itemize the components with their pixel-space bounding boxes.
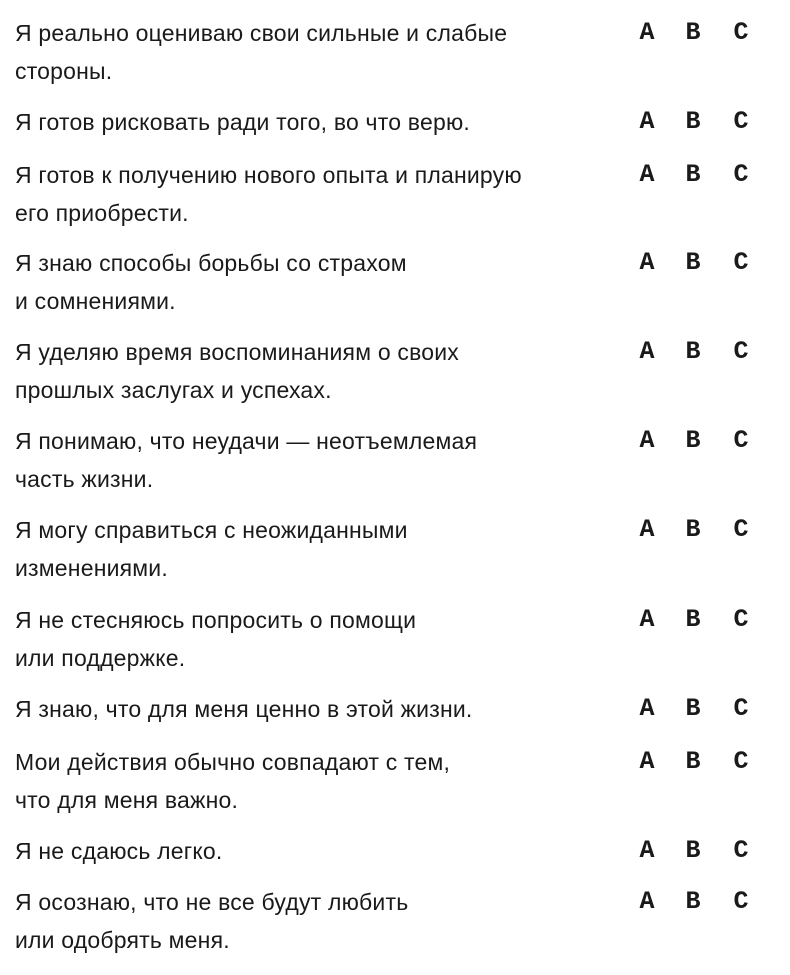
answer-option-c[interactable]: C (733, 747, 749, 776)
answer-option-a[interactable]: A (639, 515, 655, 544)
statement-text (15, 511, 408, 587)
statement-line: и сомнениями. (15, 288, 176, 314)
statement-line: или поддержке. (15, 645, 186, 671)
statement-line: что для меня важно. (15, 787, 239, 813)
answer-option-a[interactable]: A (639, 107, 655, 136)
answer-option-c[interactable]: C (733, 694, 749, 723)
answer-option-a[interactable]: A (639, 747, 655, 776)
answer-option-b[interactable]: B (685, 18, 701, 47)
answer-option-a[interactable]: A (639, 18, 655, 47)
answer-option-b[interactable]: B (685, 887, 701, 916)
answer-option-a[interactable]: A (639, 605, 655, 634)
statement-line: Я реально оцениваю свои сильные и слабые (15, 20, 508, 46)
answer-option-b[interactable]: B (685, 515, 701, 544)
answer-option-b[interactable]: B (685, 605, 701, 634)
statement-text (15, 601, 416, 677)
answer-option-a[interactable]: A (639, 836, 655, 865)
statement-line: Я готов рисковать ради того, во что верю. (15, 109, 470, 135)
statement-line: прошлых заслугах и успехах. (15, 377, 332, 403)
answer-option-c[interactable]: C (733, 248, 749, 277)
answer-option-b[interactable]: B (685, 248, 701, 277)
answer-option-c[interactable]: C (733, 887, 749, 916)
answer-option-b[interactable]: B (685, 836, 701, 865)
answer-option-a[interactable]: A (639, 248, 655, 277)
statement-line: Мои действия обычно совпадают с тем, (15, 749, 451, 775)
answer-option-c[interactable]: C (733, 836, 749, 865)
answer-option-a[interactable]: A (639, 426, 655, 455)
statement-text (15, 832, 222, 870)
statement-text (15, 883, 408, 959)
statement-line: Я не сдаюсь легко. (15, 838, 223, 864)
statement-line: Я знаю способы борьбы со страхом (15, 250, 407, 276)
answer-option-b[interactable]: B (685, 426, 701, 455)
answer-option-c[interactable]: C (733, 605, 749, 634)
answer-option-c[interactable]: C (733, 160, 749, 189)
answer-option-a[interactable]: A (639, 337, 655, 366)
statement-text (15, 333, 459, 409)
statement-text (15, 156, 522, 232)
answer-option-b[interactable]: B (685, 160, 701, 189)
answer-option-b[interactable]: B (685, 107, 701, 136)
answer-option-b[interactable]: B (685, 694, 701, 723)
answer-option-c[interactable]: C (733, 107, 749, 136)
statement-text (15, 103, 470, 141)
answer-option-b[interactable]: B (685, 747, 701, 776)
statement-text (15, 14, 507, 90)
statement-line: Я понимаю, что неудачи — неотъемлемая (15, 428, 478, 454)
answer-option-c[interactable]: C (733, 18, 749, 47)
statement-line: Я могу справиться с неожиданными (15, 517, 408, 543)
answer-option-c[interactable]: C (733, 337, 749, 366)
answer-option-a[interactable]: A (639, 160, 655, 189)
statement-line: изменениями. (15, 555, 168, 581)
statement-line: Я готов к получению нового опыта и планирую (15, 162, 522, 188)
answer-option-c[interactable]: C (733, 426, 749, 455)
statement-text (15, 422, 477, 498)
statement-text (15, 743, 450, 819)
statement-text (15, 690, 473, 728)
statement-line: Я уделяю время воспоминаниям о своих (15, 339, 459, 365)
answer-option-c[interactable]: C (733, 515, 749, 544)
statement-line: часть жизни. (15, 466, 154, 492)
statement-line: стороны. (15, 58, 113, 84)
statement-line: или одобрять меня. (15, 927, 230, 953)
statement-text (15, 244, 407, 320)
statement-line: Я осознаю, что не все будут любить (15, 889, 409, 915)
statement-line: его приобрести. (15, 200, 189, 226)
statement-line: Я не стесняюсь попросить о помощи (15, 607, 417, 633)
answer-option-b[interactable]: B (685, 337, 701, 366)
statement-line: Я знаю, что для меня ценно в этой жизни. (15, 696, 473, 722)
answer-option-a[interactable]: A (639, 887, 655, 916)
answer-option-a[interactable]: A (639, 694, 655, 723)
